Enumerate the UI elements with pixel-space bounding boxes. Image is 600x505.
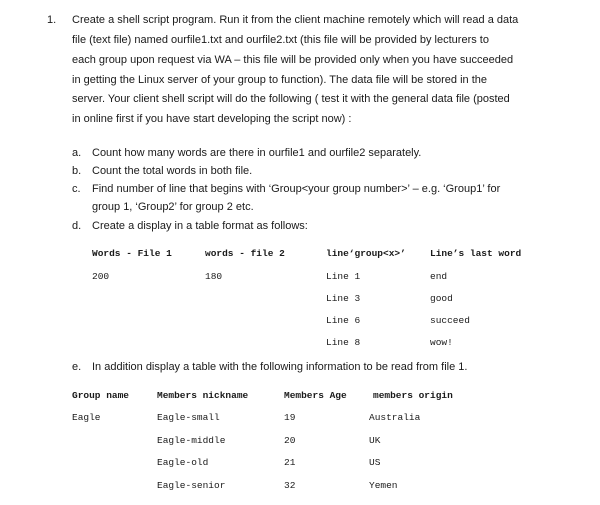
origin-cell: Australia <box>369 412 421 423</box>
age-cell: 21 <box>284 457 296 468</box>
intro-line: in getting the Linux server of your group to function). The data file will be stored in the <box>72 74 487 86</box>
nickname-cell: Eagle-senior <box>157 480 226 491</box>
nickname-cell: Eagle-old <box>157 457 209 468</box>
age-cell: 19 <box>284 412 296 423</box>
words-file2-value: 180 <box>205 271 223 282</box>
words-table-header: line‘group<x>’ <box>326 248 406 259</box>
intro-line: in online first if you have start developing the script now) : <box>72 113 352 125</box>
item-d-text: Create a display in a table format as follows: <box>92 220 308 232</box>
words-table-header: Words - File 1 <box>92 248 172 259</box>
intro-line: server. Your client shell script will do the following ( test it with the general data file (posted <box>72 93 510 105</box>
members-table-header: Group name <box>72 390 130 401</box>
item-c-line2: group 1, ‘Group2’ for group 2 etc. <box>92 201 254 213</box>
item-e-marker: e. <box>72 361 82 373</box>
intro-line: Create a shell script program. Run it from the client machine remotely which will read a data <box>72 14 519 26</box>
origin-cell: Yemen <box>369 480 398 491</box>
item-d-marker: d. <box>72 220 82 232</box>
words-table-header: Line’s last word <box>430 248 522 259</box>
words-file1-value: 200 <box>92 271 110 282</box>
item-b-marker: b. <box>72 165 82 177</box>
intro-line: file (text file) named ourfile1.txt and ourfile2.txt (this file will be provided by lecturers to <box>72 34 489 46</box>
line-number-cell: Line 8 <box>326 337 361 348</box>
question-number: 1. <box>47 14 57 26</box>
last-word-cell: end <box>430 271 448 282</box>
last-word-cell: succeed <box>430 315 470 326</box>
item-b-text: Count the total words in both file. <box>92 165 253 177</box>
members-table-header: Members Age <box>284 390 347 401</box>
item-c-marker: c. <box>72 183 81 195</box>
item-c-line1: Find number of line that begins with ‘Group<your group number>’ – e.g. ‘Group1’ for <box>92 183 501 195</box>
members-table-header: Members nickname <box>157 390 249 401</box>
origin-cell: UK <box>369 435 381 446</box>
line-number-cell: Line 1 <box>326 271 361 282</box>
age-cell: 32 <box>284 480 296 491</box>
nickname-cell: Eagle-small <box>157 412 220 423</box>
item-e-text: In addition display a table with the following information to be read from file 1. <box>92 361 468 373</box>
item-a-text: Count how many words are there in ourfile1 and ourfile2 separately. <box>92 147 422 159</box>
last-word-cell: wow! <box>430 337 453 348</box>
origin-cell: US <box>369 457 381 468</box>
members-table-header: members origin <box>373 390 453 401</box>
age-cell: 20 <box>284 435 296 446</box>
item-a-marker: a. <box>72 147 82 159</box>
intro-line: each group upon request via WA – this file will be provided only when you have succeeded <box>72 54 514 66</box>
nickname-cell: Eagle-middle <box>157 435 226 446</box>
words-table-header: words - file 2 <box>205 248 285 259</box>
group-name-cell: Eagle <box>72 412 101 423</box>
last-word-cell: good <box>430 293 453 304</box>
line-number-cell: Line 6 <box>326 315 361 326</box>
line-number-cell: Line 3 <box>326 293 361 304</box>
